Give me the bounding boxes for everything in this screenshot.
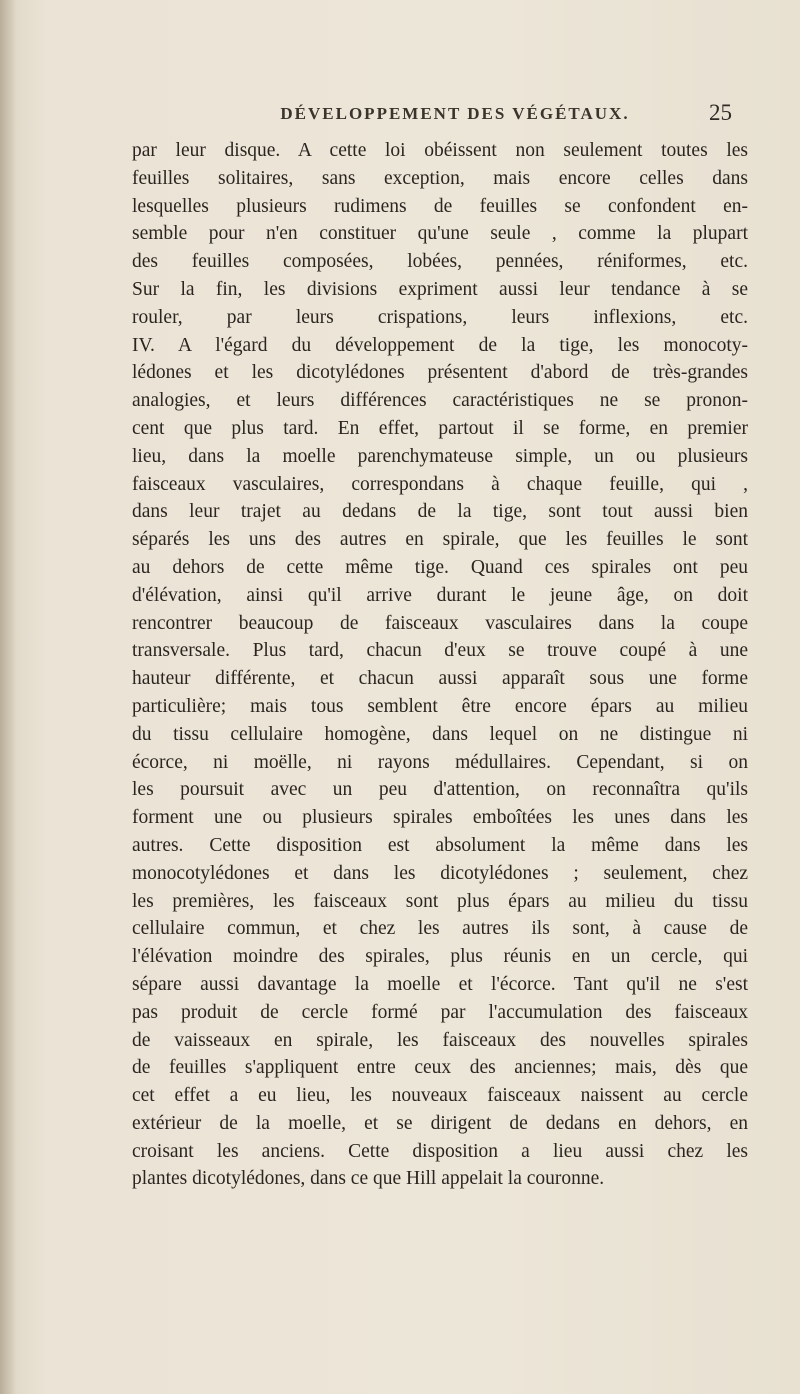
text-line: lieu, dans la moelle parenchymateuse simple, un ou plusieurs xyxy=(132,445,748,467)
text-line: forment une ou plusieurs spirales emboîtées les unes dans les xyxy=(132,807,748,829)
text-line: particulière; mais tous semblent être encore épars au milieu xyxy=(132,695,748,717)
text-line: extérieur de la moelle, et se dirigent de dedans en dehors, en xyxy=(132,1112,748,1134)
text-line: rencontrer beaucoup de faisceaux vasculaires dans la coupe xyxy=(132,612,748,634)
text-line: de vaisseaux en spirale, les faisceaux des nouvelles spirales xyxy=(132,1029,748,1051)
text-line: écorce, ni moëlle, ni rayons médullaires. Cependant, si on xyxy=(132,751,748,773)
text-line: faisceaux vasculaires, correspondans à chaque feuille, qui , xyxy=(132,473,748,495)
text-line: rouler, par leurs crispations, leurs inflexions, etc. xyxy=(132,306,748,328)
text-line: IV. A l'égard du développement de la tige, les monocoty- xyxy=(132,334,748,356)
text-line: dans leur trajet au dedans de la tige, sont tout aussi bien xyxy=(132,501,748,523)
text-line: hauteur différente, et chacun aussi apparaît sous une forme xyxy=(132,668,748,690)
text-line: monocotylédones et dans les dicotylédones ; seulement, chez xyxy=(132,862,748,884)
text-line: sépare aussi davantage la moelle et l'écorce. Tant qu'il ne s'est xyxy=(132,973,748,995)
page-number: 25 xyxy=(709,100,732,125)
text-line: autres. Cette disposition est absolument la même dans les xyxy=(132,834,748,856)
body-text xyxy=(132,137,748,1193)
text-line: pas produit de cercle formé par l'accumulation des faisceaux xyxy=(132,1001,748,1023)
text-line: analogies, et leurs différences caractéristiques ne se pronon- xyxy=(132,390,748,412)
text-line: cet effet a eu lieu, les nouveaux faisceaux naissent au cercle xyxy=(132,1085,748,1107)
running-head xyxy=(0,100,800,132)
running-title: DÉVELOPPEMENT DES VÉGÉTAUX. xyxy=(280,104,630,123)
text-line: les premières, les faisceaux sont plus épars au milieu du tissu xyxy=(132,890,748,912)
text-line: lédones et les dicotylédones présentent d'abord de très-grandes xyxy=(132,362,748,384)
text-line: séparés les uns des autres en spirale, que les feuilles le sont xyxy=(132,529,748,551)
text-line: croisant les anciens. Cette disposition a lieu aussi chez les xyxy=(132,1140,748,1162)
text-line: cellulaire commun, et chez les autres ils sont, à cause de xyxy=(132,918,748,940)
text-line: plantes dicotylédones, dans ce que Hill appelait la couronne. xyxy=(132,1168,605,1190)
text-line: les poursuit avec un peu d'attention, on reconnaîtra qu'ils xyxy=(132,779,748,801)
text-line: Sur la fin, les divisions expriment aussi leur tendance à se xyxy=(132,278,748,300)
text-line: de feuilles s'appliquent entre ceux des anciennes; mais, dès que xyxy=(132,1057,748,1079)
text-line: l'élévation moindre des spirales, plus réunis en un cercle, qui xyxy=(132,946,748,968)
text-line: au dehors de cette même tige. Quand ces spirales ont peu xyxy=(132,556,748,578)
text-line: par leur disque. A cette loi obéissent non seulement toutes les xyxy=(132,140,748,161)
binding-gutter xyxy=(0,0,16,1394)
text-line: transversale. Plus tard, chacun d'eux se trouve coupé à une xyxy=(132,640,748,662)
text-line: cent que plus tard. En effet, partout il se forme, en premier xyxy=(132,417,748,439)
text-line: feuilles solitaires, sans exception, mais encore celles dans xyxy=(132,167,748,189)
text-line: d'élévation, ainsi qu'il arrive durant le jeune âge, on doit xyxy=(132,584,748,606)
text-line: lesquelles plusieurs rudimens de feuilles se confondent en- xyxy=(132,195,748,217)
text-line: semble pour n'en constituer qu'une seule , comme la plupart xyxy=(132,223,748,245)
text-line: des feuilles composées, lobées, pennées, réniformes, etc. xyxy=(132,251,748,273)
text-line: du tissu cellulaire homogène, dans lequel on ne distingue ni xyxy=(132,723,748,745)
